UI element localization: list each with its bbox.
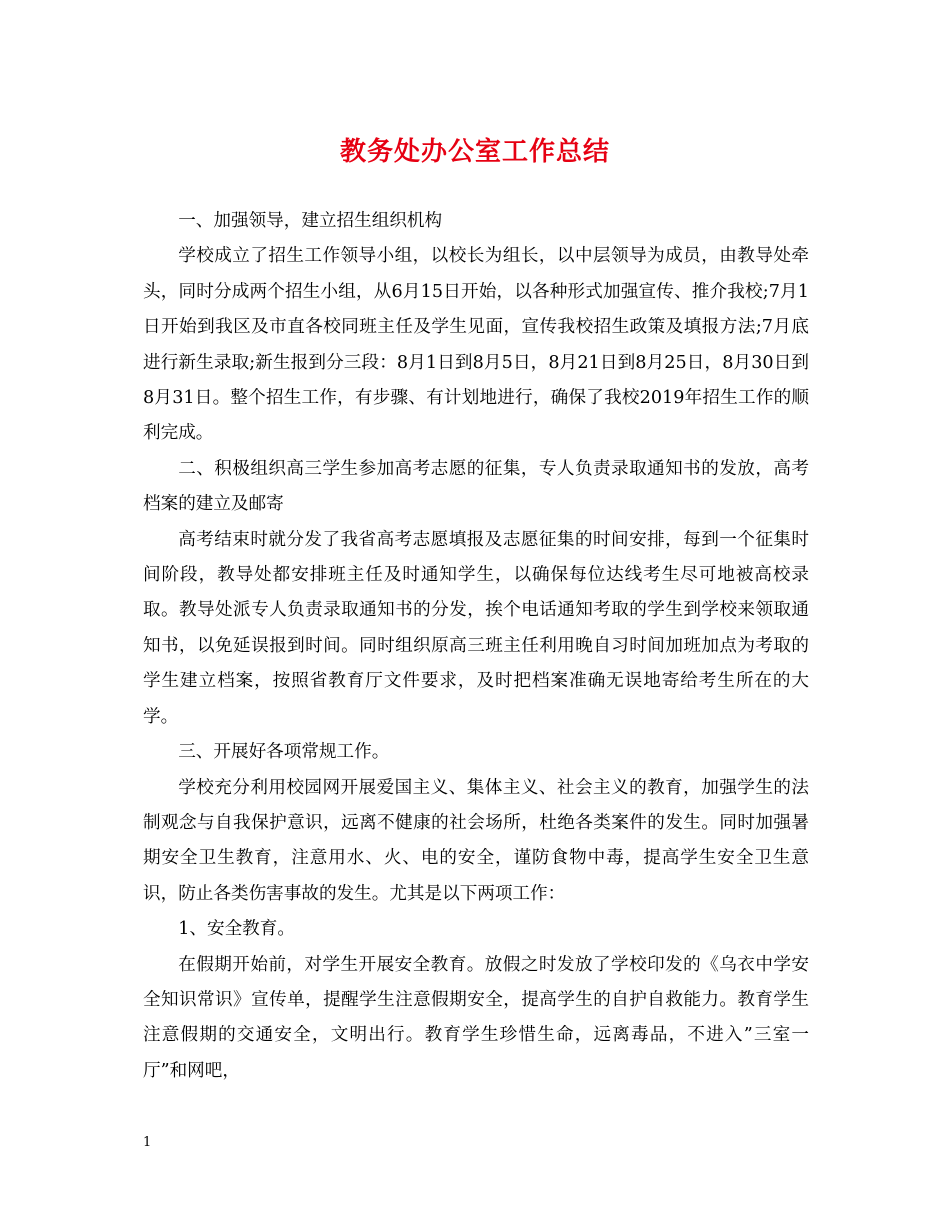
subsection-heading-1: 1、安全教育。 (178, 919, 295, 940)
section-heading-1: 一、加强领导，建立招生组织机构 (178, 211, 443, 231)
section-heading-2: 二、积极组织高三学生参加高考志愿的征集，专人负责录取通知书的发放，高考档案的建立及邮寄 (143, 458, 809, 515)
paragraph-routine-work: 学校充分利用校园网开展爱国主义、集体主义、社会主义的教育，加强学生的法制观念与自我保护意识，远离不健康的社会场所，杜绝各类案件的发生。同时加强暑期安全卫生教育，注意用水、火、电的安全，谨防食物中毒，提高学生安全卫生意识，防止各类伤害事故的发生。尤其是以下两项工作： (143, 777, 809, 904)
document-body (143, 204, 809, 1089)
paragraph-safety-education: 在假期开始前，对学生开展安全教育。放假之时发放了学校印发的《乌衣中学安全知识常识》宣传单，提醒学生注意假期安全，提高学生的自护自救能力。教育学生注意假期的交通安全，文明出行。教育学生珍惜生命，远离毒品，不进入”三室一厅”和网吧， (143, 954, 809, 1081)
paragraph-admission-notices: 高考结束时就分发了我省高考志愿填报及志愿征集的时间安排，每到一个征集时间阶段，教导处都安排班主任及时通知学生，以确保每位达线考生尽可地被高校录取。教导处派专人负责录取通知书的分发，挨个电话通知考取的学生到学校来领取通知书，以免延误报到时间。同时组织原高三班主任利用晚自习时间加班加点为考取的学生建立档案，按照省教育厅文件要求，及时把档案准确无误地寄给考生所在的大学。 (143, 529, 809, 727)
paragraph-recruitment: 学校成立了招生工作领导小组，以校长为组长，以中层领导为成员，由教导处牵头，同时分成两个招生小组，从6月15日开始，以各种形式加强宣传、推介我校;7月1日开始到我区及市直各校同班主任及学生见面，宣传我校招生政策及填报方法;7月底进行新生录取;新生报到分三段：8月1日到8月5日，8月21日到8月25日，8月30日到8月31日。整个招生工作，有步骤、有计划地进行，确保了我校2019年招生工作的顺利完成。 (143, 246, 809, 444)
document-title: 教务处办公室工作总结 (339, 137, 610, 167)
section-heading-3: 三、开展好各项常规工作。 (178, 742, 390, 763)
page-number: 1 (143, 1135, 152, 1150)
